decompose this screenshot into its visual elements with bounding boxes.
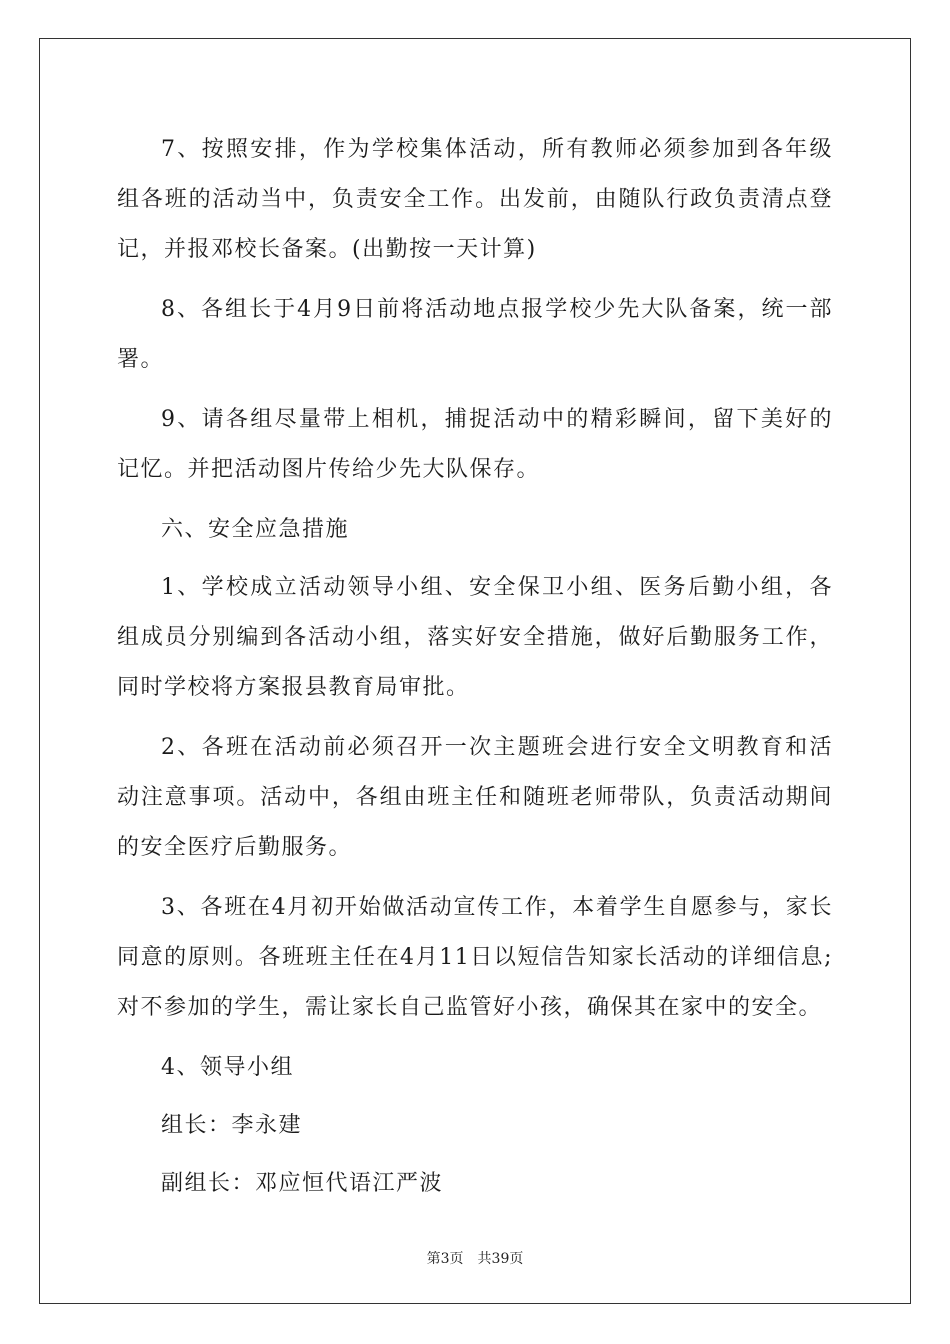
deputy-group-leader: 副组长：邓应恒代语江严波: [161, 1171, 444, 1196]
paragraph-item-9: 9、请各组尽量带上相机，捕捉活动中的精彩瞬间，留下美好的记忆。并把活动图片传给少先大队保存。: [117, 407, 833, 482]
page-total: 共39页: [477, 1251, 524, 1267]
paragraph-item-8: 8、各组长于4月9日前将活动地点报学校少先大队备案，统一部署。: [117, 297, 833, 372]
paragraph-safety-2: 2、各班在活动前必须召开一次主题班会进行安全文明教育和活动注意事项。活动中，各组由班主任和随班老师带队，负责活动期间的安全医疗后勤服务。: [117, 735, 833, 860]
group-leader: 组长：李永建: [161, 1113, 303, 1138]
page-number: 第3页: [426, 1251, 464, 1267]
paragraph-item-7: 7、按照安排，作为学校集体活动，所有教师必须参加到各年级组各班的活动当中，负责安全工作。出发前，由随队行政负责清点登记，并报邓校长备案。(出勤按一天计算): [117, 137, 833, 262]
paragraph-safety-1: 1、学校成立活动领导小组、安全保卫小组、医务后勤小组，各组成员分别编到各活动小组，落实好安全措施，做好后勤服务工作，同时学校将方案报县教育局审批。: [117, 575, 833, 700]
paragraph-safety-4: 4、领导小组: [161, 1055, 294, 1080]
paragraph-safety-3: 3、各班在4月初开始做活动宣传工作，本着学生自愿参与，家长同意的原则。各班班主任在4月11日以短信告知家长活动的详细信息;对不参加的学生，需让家长自己监管好小孩，确保其在家中的安全。: [117, 895, 833, 1020]
section-heading: 六、安全应急措施: [161, 517, 350, 542]
page-footer: [0, 1248, 950, 1268]
document-body: [117, 125, 833, 1217]
